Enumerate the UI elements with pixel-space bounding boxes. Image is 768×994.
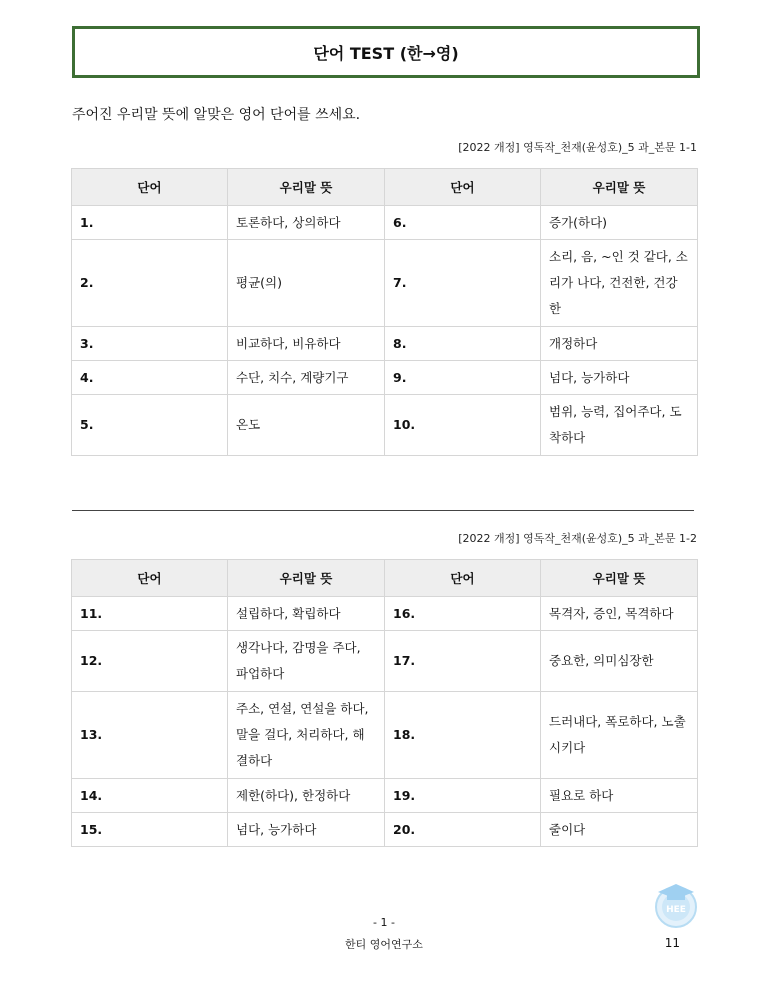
table-row	[72, 361, 698, 395]
vocab-table-1	[71, 168, 698, 456]
header-word: 단어	[72, 560, 228, 597]
footer-organization: 한티 영어연구소	[345, 938, 423, 951]
meaning-cell: 제한(하다), 한정하다	[228, 779, 385, 813]
word-answer-cell[interactable]: 19.	[385, 779, 541, 813]
meaning-cell: 개정하다	[541, 327, 698, 361]
word-answer-cell[interactable]: 20.	[385, 813, 541, 847]
instruction-text: 주어진 우리말 뜻에 알맞은 영어 단어를 쓰세요.	[72, 107, 361, 123]
table-row	[72, 597, 698, 631]
word-answer-cell[interactable]: 9.	[385, 361, 541, 395]
table-header-row	[72, 560, 698, 597]
meaning-cell: 생각나다, 감명을 주다, 파업하다	[228, 631, 385, 692]
meaning-cell: 드러내다, 폭로하다, 노출시키다	[541, 692, 698, 779]
table-row	[72, 240, 698, 327]
header-word: 단어	[385, 560, 541, 597]
table-header-row	[72, 169, 698, 206]
table-row	[72, 206, 698, 240]
source-label-2: [2022 개정] 영독작_천재(윤성호)_5 과_본문 1-2	[458, 532, 697, 545]
footer-page-label: - 1 -	[373, 916, 395, 929]
word-answer-cell[interactable]: 1.	[72, 206, 228, 240]
header-meaning: 우리말 뜻	[541, 560, 698, 597]
meaning-cell: 목격자, 증인, 목격하다	[541, 597, 698, 631]
word-answer-cell[interactable]: 11.	[72, 597, 228, 631]
meaning-cell: 범위, 능력, 집어주다, 도착하다	[541, 395, 698, 456]
header-word: 단어	[72, 169, 228, 206]
page-title: 단어 TEST (한→영)	[72, 26, 700, 78]
meaning-cell: 온도	[228, 395, 385, 456]
word-answer-cell[interactable]: 4.	[72, 361, 228, 395]
word-answer-cell[interactable]: 5.	[72, 395, 228, 456]
word-answer-cell[interactable]: 8.	[385, 327, 541, 361]
table-row	[72, 813, 698, 847]
meaning-cell: 토론하다, 상의하다	[228, 206, 385, 240]
table-row	[72, 692, 698, 779]
word-answer-cell[interactable]: 18.	[385, 692, 541, 779]
word-answer-cell[interactable]: 17.	[385, 631, 541, 692]
word-answer-cell[interactable]: 6.	[385, 206, 541, 240]
source-label-1: [2022 개정] 영독작_천재(윤성호)_5 과_본문 1-1	[458, 141, 697, 154]
word-answer-cell[interactable]: 16.	[385, 597, 541, 631]
meaning-cell: 중요한, 의미심장한	[541, 631, 698, 692]
word-answer-cell[interactable]: 7.	[385, 240, 541, 327]
meaning-cell: 평균(의)	[228, 240, 385, 327]
word-answer-cell[interactable]: 2.	[72, 240, 228, 327]
table-row	[72, 631, 698, 692]
word-answer-cell[interactable]: 12.	[72, 631, 228, 692]
header-meaning: 우리말 뜻	[541, 169, 698, 206]
header-meaning: 우리말 뜻	[228, 169, 385, 206]
header-meaning: 우리말 뜻	[228, 560, 385, 597]
word-answer-cell[interactable]: 14.	[72, 779, 228, 813]
word-answer-cell[interactable]: 3.	[72, 327, 228, 361]
table-row	[72, 327, 698, 361]
table-row	[72, 779, 698, 813]
meaning-cell: 소리, 음, ~인 것 같다, 소리가 나다, 건전한, 건강한	[541, 240, 698, 327]
meaning-cell: 필요로 하다	[541, 779, 698, 813]
word-answer-cell[interactable]: 15.	[72, 813, 228, 847]
logo-text: HEE	[666, 905, 686, 915]
meaning-cell: 줄이다	[541, 813, 698, 847]
meaning-cell: 주소, 연설, 연설을 하다, 말을 걸다, 처리하다, 해결하다	[228, 692, 385, 779]
word-answer-cell[interactable]: 10.	[385, 395, 541, 456]
meaning-cell: 설립하다, 확립하다	[228, 597, 385, 631]
meaning-cell: 증가(하다)	[541, 206, 698, 240]
meaning-cell: 수단, 치수, 계량기구	[228, 361, 385, 395]
table-row	[72, 395, 698, 456]
section-divider	[72, 510, 694, 511]
header-word: 단어	[385, 169, 541, 206]
meaning-cell: 넘다, 능가하다	[541, 361, 698, 395]
vocab-table-2	[71, 559, 698, 847]
meaning-cell: 넘다, 능가하다	[228, 813, 385, 847]
page-number: 11	[664, 936, 680, 950]
word-answer-cell[interactable]: 13.	[72, 692, 228, 779]
meaning-cell: 비교하다, 비유하다	[228, 327, 385, 361]
